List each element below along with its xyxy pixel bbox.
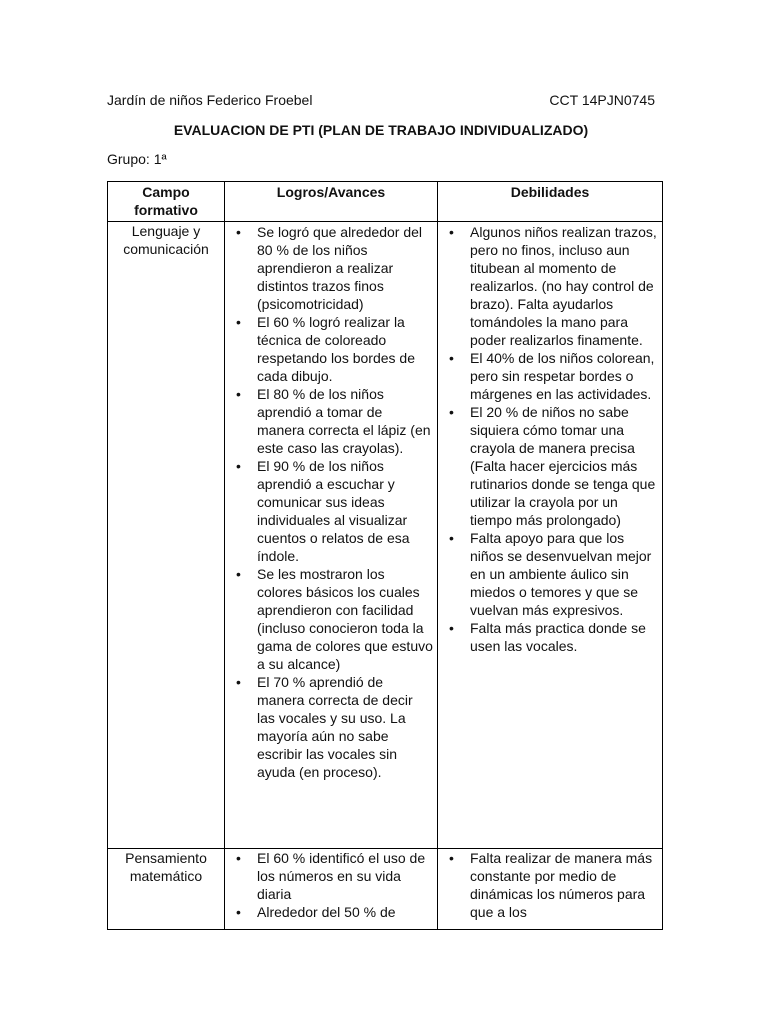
campo-cell: Pensamiento matemático (108, 849, 225, 930)
debilidades-cell (438, 849, 663, 930)
list-item: • El 60 % identificó el uso de los números en su vida diaria (257, 849, 433, 903)
list-item: • El 40% de los niños colorean, pero sin respetar bordes o márgenes en las actividades. (470, 349, 658, 403)
document-header (107, 92, 655, 108)
list-item: • Falta apoyo para que los niños se desenvuelvan mejor en un ambiente áulico sin miedos o temores y que se vuelvan más expresivos. (470, 529, 658, 619)
school-name: Jardín de niños Federico Froebel (107, 92, 313, 108)
logros-cell (225, 849, 438, 930)
logros-cell (225, 222, 438, 849)
list-item: • Algunos niños realizan trazos, pero no finos, incluso aun titubean al momento de realizarlos. (no hay control de brazo). Falta ayudarlos tomándoles la mano para poder realizarlos finamente. (470, 223, 658, 349)
debilidades-cell (438, 222, 663, 849)
list-item: • Falta más practica donde se usen las vocales. (470, 619, 658, 655)
list-item: • El 20 % de niños no sabe siquiera cómo tomar una crayola de manera precisa (Falta hacer ejercicios más rutinarios donde se tenga que utilizar la crayola por un tiempo más prolongado) (470, 403, 658, 529)
column-header-logros: Logros/Avances (225, 182, 438, 222)
campo-cell: Lenguaje y comunicación (108, 222, 225, 849)
logros-list (229, 222, 433, 781)
evaluation-table (107, 181, 663, 930)
list-item: • El 70 % aprendió de manera correcta de decir las vocales y su uso. La mayoría aún no sabe escribir las vocales sin ayuda (en proceso). (257, 673, 433, 781)
list-item: • El 90 % de los niños aprendió a escuchar y comunicar sus ideas individuales al visualizar cuentos o relatos de esa índole. (257, 457, 433, 565)
document-title: EVALUACION DE PTI (PLAN DE TRABAJO INDIVIDUALIZADO) (173, 122, 589, 138)
cct-code: CCT 14PJN0745 (549, 92, 655, 108)
debilidades-list (442, 849, 658, 921)
column-header-debilidades: Debilidades (438, 182, 663, 222)
table-header-row (108, 182, 663, 222)
logros-list (229, 849, 433, 921)
list-item: • Se logró que alrededor del 80 % de los niños aprendieron a realizar distintos trazos finos (psicomotricidad) (257, 223, 433, 313)
list-item: • El 60 % logró realizar la técnica de coloreado respetando los bordes de cada dibujo. (257, 313, 433, 385)
table-row (108, 849, 663, 930)
list-item: • Falta realizar de manera más constante por medio de dinámicas los números para que a los (470, 849, 658, 921)
group-label: Grupo: 1ª (107, 151, 167, 167)
table-row (108, 222, 663, 849)
debilidades-list (442, 222, 658, 655)
column-header-campo: Campo formativo (108, 182, 225, 222)
list-item: • Alrededor del 50 % de (257, 903, 433, 921)
list-item: • Se les mostraron los colores básicos los cuales aprendieron con facilidad (incluso conocieron toda la gama de colores que estuvo a su alcance) (257, 565, 433, 673)
list-item: • El 80 % de los niños aprendió a tomar de manera correcta el lápiz (en este caso las crayolas). (257, 385, 433, 457)
